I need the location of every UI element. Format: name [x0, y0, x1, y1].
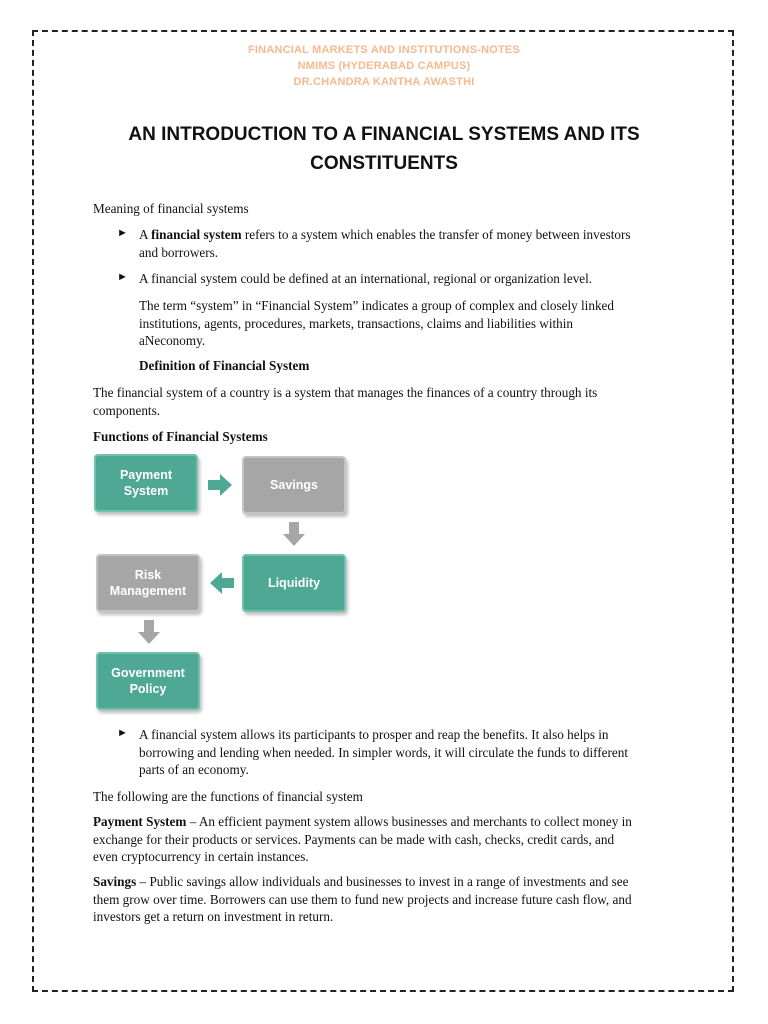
- header-line-1: FINANCIAL MARKETS AND INSTITUTIONS-NOTES: [248, 44, 520, 56]
- flow-box-liquidity: Liquidity: [242, 554, 346, 612]
- title-line-1: AN INTRODUCTION TO A FINANCIAL SYSTEMS AND ITS: [128, 124, 640, 145]
- definition-paragraph: The financial system of a country is a system that manages the finances of a country through its components.: [93, 385, 598, 418]
- functions-flowchart: [92, 452, 362, 717]
- financial-system-term: financial system: [151, 227, 242, 242]
- flow-box-government-policy: Government Policy: [96, 652, 200, 710]
- flow-box-risk-management: Risk Management: [96, 554, 200, 612]
- payment-system-term: Payment System: [93, 814, 187, 829]
- meaning-heading: Meaning of financial systems: [93, 201, 249, 216]
- title-line-2: CONSTITUENTS: [310, 153, 458, 174]
- definition-heading: Definition of Financial System: [139, 358, 310, 373]
- bullet-1: A financial system refers to a system which enables the transfer of money between investors and borrowers.: [139, 227, 631, 260]
- savings-paragraph: Savings – Public savings allow individuals and businesses to invest in a range of investments and see them grow over time. Borrowers can use them to fund new projects and increase future cash flow, and investors get a return on investment in return.: [93, 874, 632, 924]
- arrow-right-icon: [208, 474, 232, 496]
- functions-heading: Functions of Financial Systems: [93, 429, 268, 444]
- flow-box-payment-system: Payment System: [94, 454, 198, 512]
- bullet-3: A financial system allows its participants to prosper and reap the benefits. It also helps in borrowing and lending when needed. In simpler words, it will circulate the funds to different parts of an economy.: [139, 727, 629, 777]
- savings-term: Savings: [93, 874, 137, 889]
- bullet-2: A financial system could be defined at an international, regional or organization level.: [139, 271, 593, 286]
- system-paragraph: The term “system” in “Financial System” indicates a group of complex and closely linked institutions, agents, procedures, markets, transactions, claims and liabilities within aNeconomy.: [139, 298, 614, 348]
- payment-system-paragraph: Payment System – An efficient payment system allows businesses and merchants to collect money in exchange for their products or services. Payments can be made with cash, checks, credit cards, and even cryptocurrency in certain instances.: [93, 814, 632, 864]
- bullet-arrow-icon: ►: [117, 271, 128, 283]
- arrow-down-icon: [283, 522, 305, 546]
- header-line-3: DR.CHANDRA KANTHA AWASTHI: [293, 76, 475, 88]
- bullet-arrow-icon: ►: [117, 227, 128, 239]
- header-line-2: NMIMS (HYDERABAD CAMPUS): [297, 60, 471, 72]
- arrow-down-icon: [138, 620, 160, 644]
- following-text: The following are the functions of financial system: [93, 789, 363, 804]
- flow-box-savings: Savings: [242, 456, 346, 514]
- arrow-left-icon: [210, 572, 234, 594]
- page-title: [60, 120, 708, 178]
- bullet-arrow-icon: ►: [117, 727, 128, 739]
